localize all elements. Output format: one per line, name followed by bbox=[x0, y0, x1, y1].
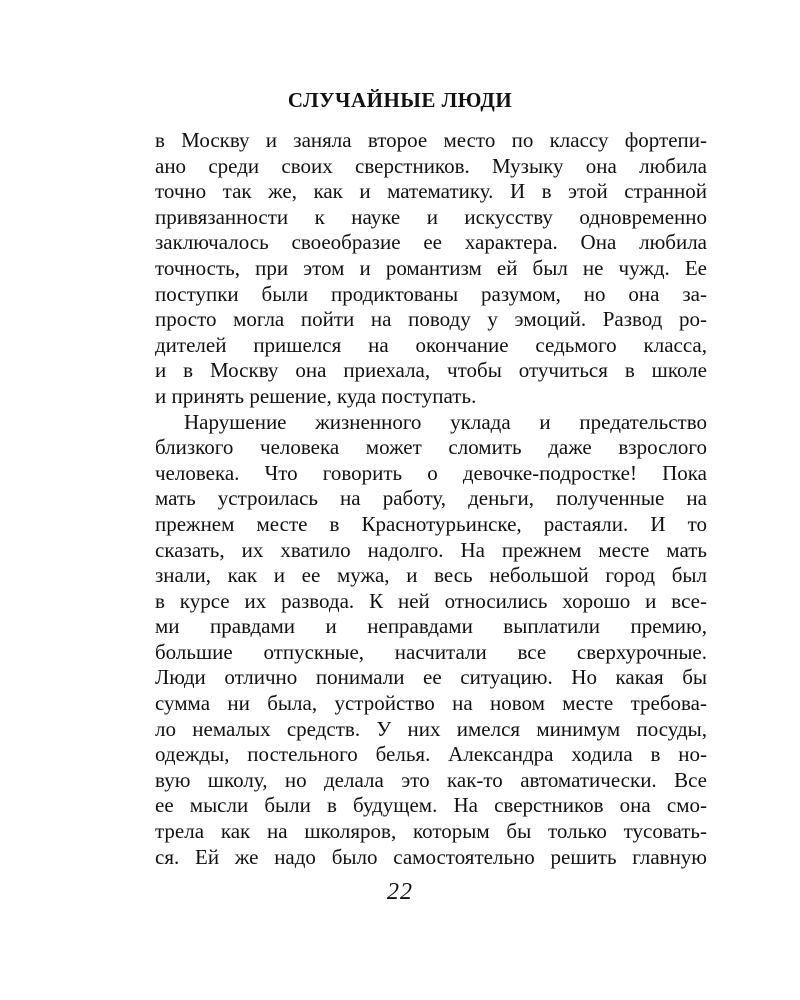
text-line: одежды, постельного белья. Александра ходила в но- bbox=[155, 742, 707, 767]
text-line: заключалось своеобразие ее характера. Она любила bbox=[155, 230, 707, 255]
text-line: точность, при этом и романтизм ей был не чужд. Ее bbox=[155, 255, 707, 280]
text-line: точно так же, как и математику. И в этой странной bbox=[155, 179, 707, 204]
page-number: 22 bbox=[387, 879, 413, 905]
running-head-title: СЛУЧАЙНЫЕ ЛЮДИ bbox=[287, 88, 513, 112]
text-line: трела как на школяров, которым бы только тусовать- bbox=[155, 819, 707, 844]
text-line: привязанности к науке и искусству одновременно bbox=[155, 204, 707, 229]
text-line: дителей пришелся на окончание седьмого класса, bbox=[155, 332, 707, 357]
text-line: прежнем месте в Краснотурьинске, растаяли. И то bbox=[155, 511, 707, 536]
text-line: мать устроилась на работу, деньги, полученные на bbox=[155, 486, 707, 511]
text-line: в Москву и заняла второе место по классу фортепи- bbox=[155, 128, 707, 152]
text-line: ми правдами и неправдами выплатили премию, bbox=[155, 614, 707, 639]
text-line: ано среди своих сверстников. Музыку она любила bbox=[155, 153, 707, 178]
text-line: человека. Что говорить о девочке-подростке! Пока bbox=[155, 460, 707, 485]
text-line: поступки были продиктованы разумом, но она за- bbox=[155, 281, 707, 306]
text-line: Люди отлично понимали ее ситуацию. Но какая бы bbox=[155, 665, 707, 690]
text-line: ся. Ей же надо было самостоятельно решить главную bbox=[155, 844, 707, 869]
text-line: в курсе их развода. К ней относились хорошо и все- bbox=[155, 588, 707, 613]
text-line: сумма ни была, устройство на новом месте требова- bbox=[155, 691, 707, 716]
text-line: знали, как и ее мужа, и весь небольшой город был bbox=[155, 563, 707, 588]
text-line: просто могла пойти на поводу у эмоций. Развод ро- bbox=[155, 307, 707, 332]
text-line: близкого человека может сломить даже взрослого bbox=[155, 435, 707, 460]
paragraph-start-line: Нарушение жизненного уклада и предательство bbox=[184, 409, 707, 434]
text-line: сказать, их хватило надолго. На прежнем месте мать bbox=[155, 537, 707, 562]
text-line: вую школу, но делала это как-то автоматически. Все bbox=[155, 767, 707, 792]
text-line: и в Москву она приехала, чтобы отучиться в школе bbox=[155, 358, 707, 383]
text-line: большие отпускные, насчитали все сверхурочные. bbox=[155, 639, 707, 664]
paragraph-end-line: и принять решение, куда поступать. bbox=[155, 383, 477, 408]
body-text bbox=[155, 128, 707, 870]
text-line: ее мысли были в будущем. На сверстников она смо- bbox=[155, 793, 707, 818]
text-line: ло немалых средств. У них имелся минимум посуды, bbox=[155, 716, 707, 741]
